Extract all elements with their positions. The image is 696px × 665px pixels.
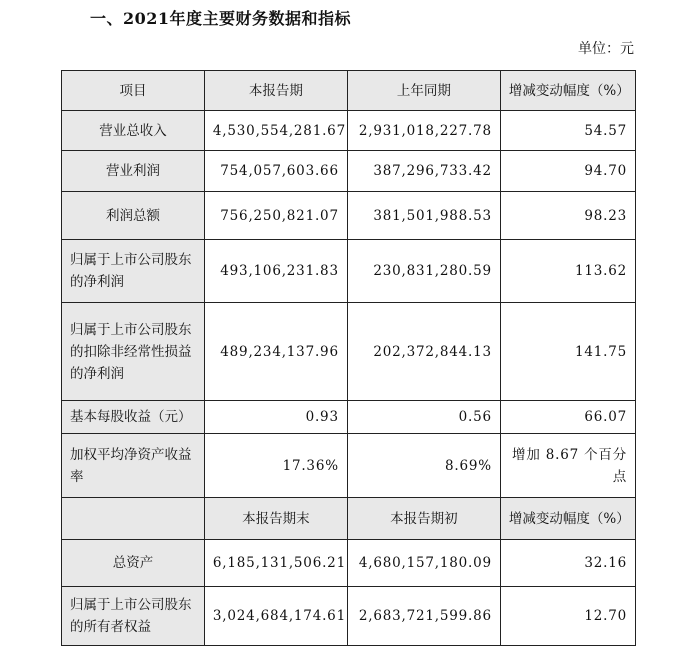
- row-item: 归属于上市公司股东的净利润: [62, 240, 205, 303]
- header-item: 项目: [62, 71, 205, 111]
- row-item: 基本每股收益（元）: [62, 401, 205, 434]
- table-row: [62, 192, 636, 240]
- table-row: [62, 434, 636, 498]
- table-row: [62, 540, 636, 587]
- financial-data-table: [61, 70, 636, 646]
- row-current: 6,185,131,506.21: [204, 540, 347, 587]
- table-row: [62, 111, 636, 151]
- table-row: [62, 151, 636, 192]
- row-current: 493,106,231.83: [204, 240, 347, 303]
- row-previous: 2,683,721,599.86: [347, 587, 500, 646]
- header-change: 增减变动幅度（%）: [500, 498, 635, 540]
- row-current: 4,530,554,281.67: [204, 111, 347, 151]
- row-change: 增加 8.67 个百分点: [500, 434, 635, 498]
- unit-label: 单位：元: [578, 41, 634, 57]
- header-current-period: 本报告期: [204, 71, 347, 111]
- row-change: 12.70: [500, 587, 635, 646]
- section-heading: 一、2021年度主要财务数据和指标: [90, 9, 352, 28]
- row-item: 归属于上市公司股东的所有者权益: [62, 587, 205, 646]
- row-previous: 202,372,844.13: [347, 303, 500, 401]
- header-period-end: 本报告期末: [204, 498, 347, 540]
- table-row: [62, 303, 636, 401]
- row-previous: 0.56: [347, 401, 500, 434]
- table-row: [62, 587, 636, 646]
- table-row: [62, 240, 636, 303]
- subheader-blank: [62, 498, 205, 540]
- row-current: 756,250,821.07: [204, 192, 347, 240]
- header-period-start: 本报告期初: [347, 498, 500, 540]
- table-header-row: [62, 71, 636, 111]
- row-current: 754,057,603.66: [204, 151, 347, 192]
- row-item: 归属于上市公司股东的扣除非经常性损益的净利润: [62, 303, 205, 401]
- header-change: 增减变动幅度（%）: [500, 71, 635, 111]
- row-change: 113.62: [500, 240, 635, 303]
- row-current: 17.36%: [204, 434, 347, 498]
- row-change: 98.23: [500, 192, 635, 240]
- row-change: 141.75: [500, 303, 635, 401]
- row-current: 489,234,137.96: [204, 303, 347, 401]
- row-change: 66.07: [500, 401, 635, 434]
- row-previous: 4,680,157,180.09: [347, 540, 500, 587]
- row-previous: 8.69%: [347, 434, 500, 498]
- row-item: 总资产: [62, 540, 205, 587]
- table-row: [62, 401, 636, 434]
- row-previous: 2,931,018,227.78: [347, 111, 500, 151]
- row-change: 94.70: [500, 151, 635, 192]
- row-previous: 387,296,733.42: [347, 151, 500, 192]
- row-item: 营业总收入: [62, 111, 205, 151]
- row-item: 加权平均净资产收益率: [62, 434, 205, 498]
- row-current: 0.93: [204, 401, 347, 434]
- row-current: 3,024,684,174.61: [204, 587, 347, 646]
- row-change: 54.57: [500, 111, 635, 151]
- row-item: 利润总额: [62, 192, 205, 240]
- row-change: 32.16: [500, 540, 635, 587]
- table-subheader-row: [62, 498, 636, 540]
- row-previous: 381,501,988.53: [347, 192, 500, 240]
- row-previous: 230,831,280.59: [347, 240, 500, 303]
- header-previous-period: 上年同期: [347, 71, 500, 111]
- row-item: 营业利润: [62, 151, 205, 192]
